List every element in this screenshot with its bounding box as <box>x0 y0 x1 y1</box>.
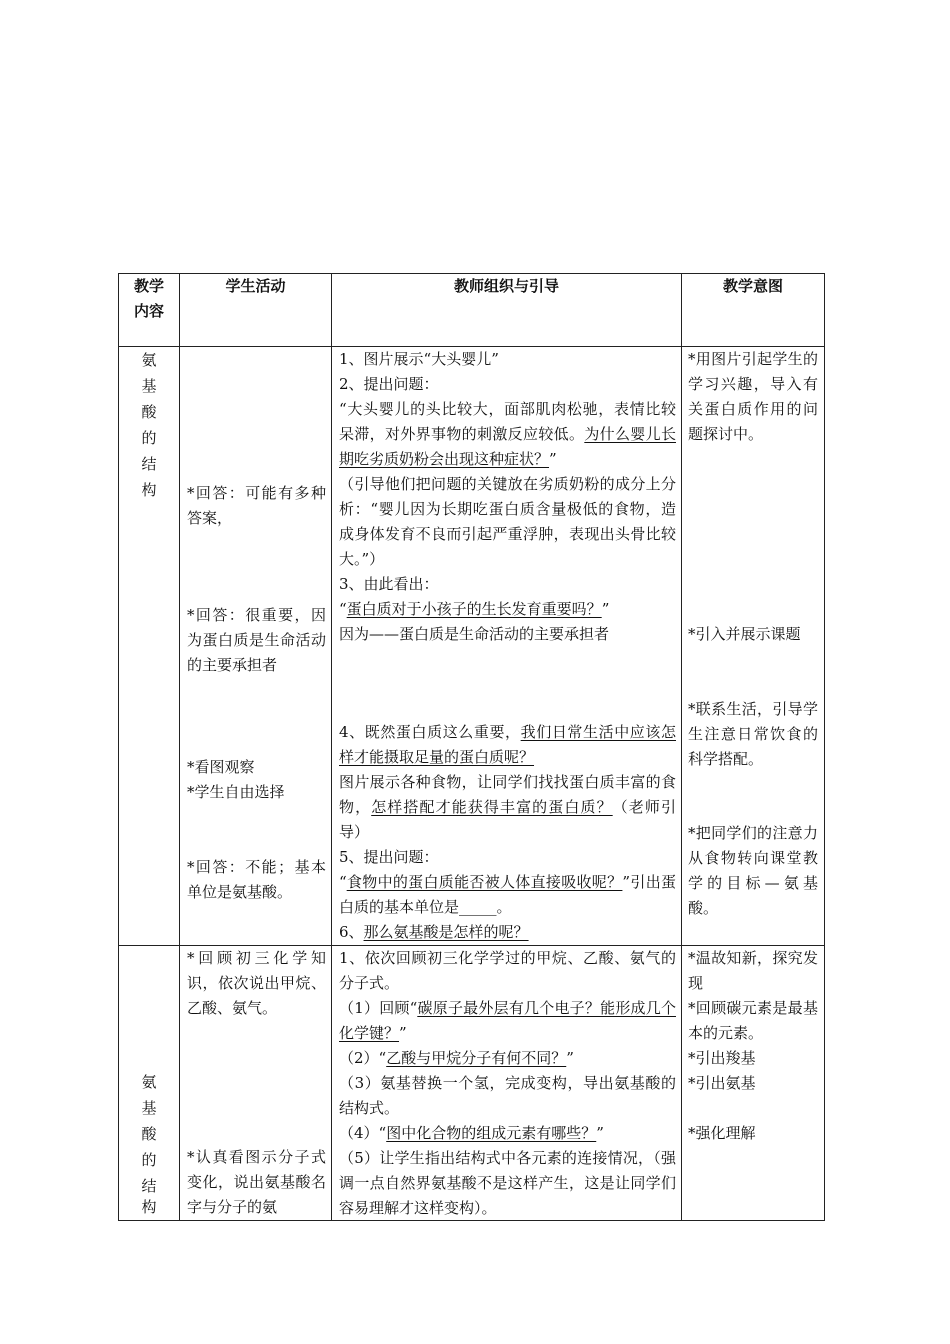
row1-intent-cell <box>682 347 825 946</box>
quote-end: ” <box>596 1124 604 1142</box>
key-question: 怎样搭配才能获得丰富的蛋白质？ <box>371 798 613 816</box>
table-row <box>119 347 825 946</box>
quote-start: “ <box>339 600 347 618</box>
row2-topic-char: 基 <box>141 1099 157 1117</box>
header-teaching-intent: 教学意图 <box>682 274 825 347</box>
row2-topic-char: 结 <box>141 1177 157 1195</box>
lesson-plan-table <box>118 273 825 1221</box>
row1-topic-char: 结 <box>141 455 157 473</box>
row2-teacher-cell <box>332 946 682 1221</box>
teacher-question <box>339 597 676 622</box>
quote-end: ” <box>549 450 557 468</box>
teacher-line: 1、图片展示“大头婴儿” <box>339 350 499 368</box>
teacher-question <box>339 1121 676 1146</box>
student-activity-item: *回顾初三化学知识，依次说出甲烷、乙酸、氨气。 <box>187 949 326 1017</box>
question-text: 6、 <box>339 923 364 941</box>
teacher-line: 5、提出问题： <box>339 848 439 866</box>
student-activity-item: *认真看图示分子式变化，说出氨基酸名字与分子的氨 <box>187 1148 326 1216</box>
quote-end: ” <box>601 600 610 618</box>
row1-topic-char: 基 <box>141 377 157 395</box>
teacher-line: （3）氨基替换一个氢，完成变构，导出氨基酸的结构式。 <box>339 1074 676 1117</box>
header-col1-text: 教学内容 <box>133 277 164 320</box>
quote-end: ” <box>399 1024 407 1042</box>
teaching-intent-item: *引出羧基 <box>688 1049 756 1067</box>
row2-topic-char: 酸 <box>141 1125 157 1143</box>
row2-topic-char: 氨 <box>141 1073 157 1091</box>
key-question: 碳原子最外层有几个电子？能形成几个化学键？ <box>339 999 676 1042</box>
question-text: （4）“ <box>339 1124 387 1142</box>
question-text: 4、既然蛋白质这么重要， <box>339 723 521 741</box>
key-question: 乙酸与甲烷分子有何不同？ <box>386 1049 567 1067</box>
header-teaching-content <box>119 274 180 347</box>
table-row <box>119 946 825 1221</box>
teacher-question <box>339 996 676 1046</box>
question-text: 图片展示各种食物，让同学们找找蛋白质丰富的食物， <box>339 773 676 816</box>
teacher-guidance-note: （引导他们把问题的关键放在劣质奶粉的成分上分析：“婴儿因为长期吃蛋白质含量极低的食物，造成身体发育不良而引起严重浮肿，表现出头骨比较大。”） <box>339 475 676 568</box>
teacher-guidance-block <box>339 720 676 945</box>
row1-teacher-cell <box>332 347 682 946</box>
student-activity-item: *学生自由选择 <box>187 783 285 801</box>
teacher-guidance-block <box>339 347 676 647</box>
teacher-line: 2、提出问题： <box>339 375 439 393</box>
teaching-intent-item: *回顾碳元素是最基本的元素。 <box>688 999 818 1042</box>
row2-topic-char: 构 <box>141 1198 157 1216</box>
quote-start: “ <box>339 873 347 891</box>
teacher-question <box>339 770 676 845</box>
row2-student-cell <box>180 946 332 1221</box>
teacher-line: 1、依次回顾初三化学学过的甲烷、乙酸、氨气的分子式。 <box>339 949 676 992</box>
row1-topic-char: 酸 <box>141 403 157 421</box>
student-activity-item: *回答：很重要，因为蛋白质是生命活动的主要承担者 <box>187 606 326 674</box>
teacher-guidance-block <box>339 946 676 1221</box>
question-text: “大头婴儿的头比较大，面部肌肉松驰，表情比较呆滞，对外界事物的刺激反应较低。 <box>339 400 676 443</box>
row2-topic-cell <box>119 946 180 1221</box>
row2-topic-char: 的 <box>141 1151 157 1169</box>
student-activity-item: *回答：不能；基本单位是氨基酸。 <box>187 858 326 901</box>
key-question: 食物中的蛋白质能否被人体直接吸收呢？ <box>346 873 623 891</box>
row1-topic-cell <box>119 347 180 946</box>
question-note: （老师引导） <box>339 798 676 841</box>
teacher-line: （5）让学生指出结构式中各元素的连接情况，（强调一点自然界氨基酸不是这样产生，这是让同学们容易理解才这样变构）。 <box>339 1149 676 1217</box>
teaching-intent-item: *联系生活，引导学生注意日常饮食的科学搭配。 <box>688 700 818 768</box>
table-header-row <box>119 274 825 347</box>
header-student-activity: 学生活动 <box>180 274 332 347</box>
header-teacher-guidance: 教师组织与引导 <box>332 274 682 347</box>
row2-intent-cell <box>682 946 825 1221</box>
teacher-question <box>339 920 676 945</box>
question-text: （1）回顾“ <box>339 999 418 1017</box>
teacher-question <box>339 720 676 770</box>
teacher-line: 3、由此看出： <box>339 575 439 593</box>
teaching-intent-item: *温故知新，探究发现 <box>688 949 818 992</box>
student-activity-item: *看图观察 <box>187 758 255 776</box>
row1-topic-char: 的 <box>141 429 157 447</box>
key-question: 那么氨基酸是怎样的呢？ <box>363 923 529 941</box>
row1-topic-char: 构 <box>141 481 157 499</box>
key-question: 我们日常生活中应该怎样才能摄取足量的蛋白质呢？ <box>339 723 676 766</box>
row1-student-cell <box>180 347 332 946</box>
teaching-intent-item: *强化理解 <box>688 1124 756 1142</box>
key-question: 为什么婴儿长期吃劣质奶粉会出现这种症状？ <box>339 425 676 468</box>
question-text: （2）“ <box>339 1049 387 1067</box>
teaching-intent-item: *用图片引起学生的学习兴趣，导入有关蛋白质作用的问题探讨中。 <box>688 350 818 443</box>
key-question: 蛋白质对于小孩子的生长发育重要吗？ <box>346 600 602 618</box>
quote-end: ” <box>566 1049 574 1067</box>
teacher-question <box>339 1046 676 1071</box>
teaching-intent-item: *引入并展示课题 <box>688 625 801 643</box>
row1-topic-char: 氨 <box>141 351 157 369</box>
question-text: ”引出蛋白质的基本单位是_____。 <box>339 873 676 916</box>
teaching-intent-item: *把同学们的注意力从食物转向课堂教学的目标—氨基酸。 <box>688 824 818 917</box>
teacher-question <box>339 870 676 920</box>
teaching-intent-item: *引出氨基 <box>688 1074 756 1092</box>
student-activity-item: *回答：可能有多种答案， <box>187 484 326 527</box>
teacher-line: 因为——蛋白质是生命活动的主要承担者 <box>339 625 610 643</box>
key-question: 图中化合物的组成元素有哪些？ <box>386 1124 597 1142</box>
teacher-question <box>339 397 676 472</box>
